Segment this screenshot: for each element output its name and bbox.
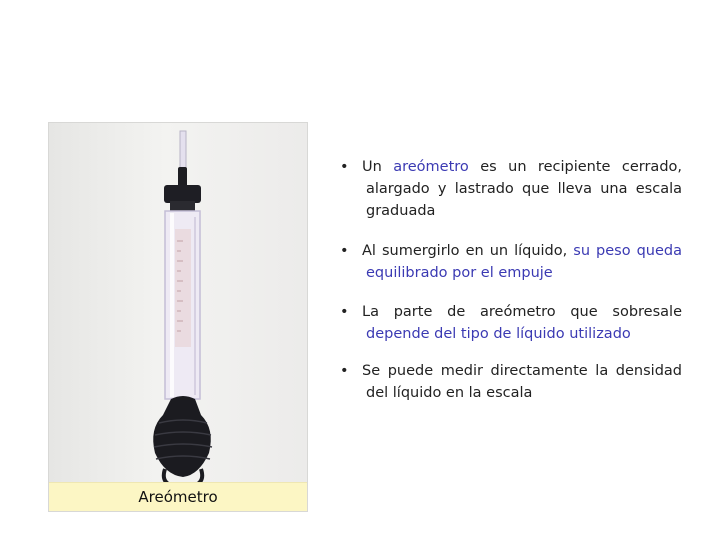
highlight-term: su peso queda equilibrado por el empuje [366, 243, 682, 281]
bullet-text: La parte de areómetro que sobresale [362, 304, 682, 320]
bullet-text: es un recipiente cerrado, alargado y lastrado que lleva una escala graduada [366, 159, 682, 219]
bullet-text: Al sumergirlo en un líquido, [362, 243, 574, 259]
hydrometer-photo [48, 122, 308, 512]
hydrometer-illustration [49, 123, 309, 513]
bullet-text: Un [362, 159, 394, 175]
bullet-equilibrium [340, 240, 682, 284]
bullet-text: Se puede medir directamente la densidad del líquido en la escala [362, 363, 682, 401]
highlight-term: areómetro [393, 159, 469, 175]
bullet-density [340, 360, 682, 404]
bullet-definition [340, 156, 682, 222]
bullet-marker: • [340, 159, 349, 175]
bullet-list [340, 156, 682, 404]
highlight-term: depende del tipo de líquido utilizado [366, 326, 631, 342]
bullet-marker: • [340, 304, 349, 320]
bullet-liquid-type [340, 301, 682, 345]
bullet-marker: • [340, 363, 349, 379]
figure-caption: Areómetro [49, 482, 307, 511]
bullet-marker: • [340, 243, 349, 259]
